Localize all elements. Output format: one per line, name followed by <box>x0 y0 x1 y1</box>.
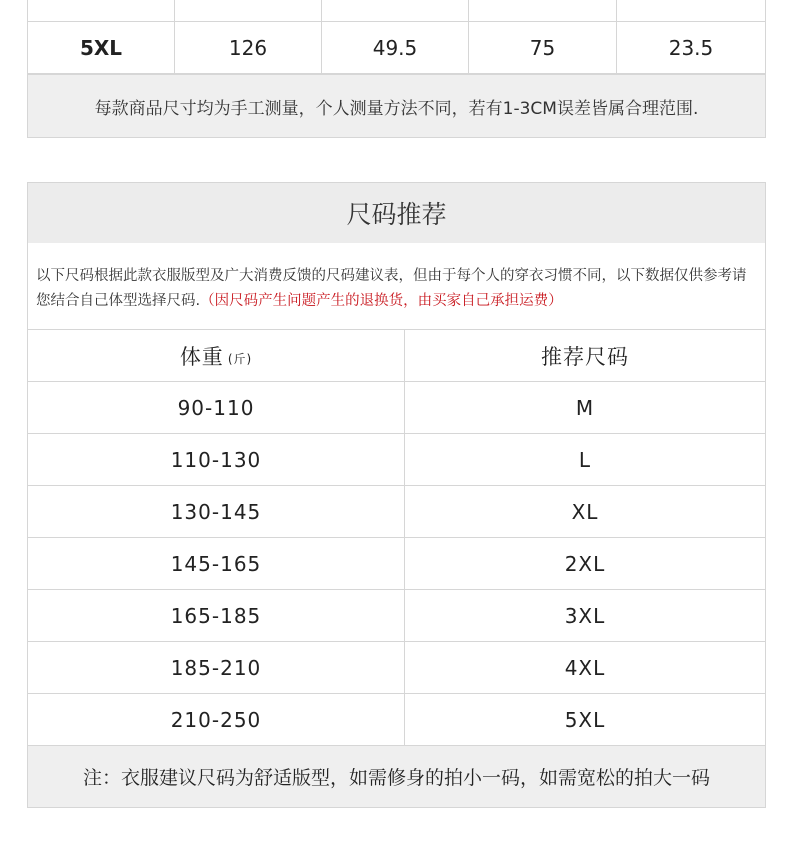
table-cell <box>617 0 765 21</box>
header-size: 推荐尺码 <box>541 344 629 369</box>
size-cell: M <box>575 395 595 420</box>
table-row <box>28 590 765 642</box>
size-cell: 3XL <box>564 603 606 628</box>
table-row <box>28 538 765 590</box>
table-header <box>28 330 765 382</box>
weight-cell: 110-130 <box>28 434 405 485</box>
weight-cell: 210-250 <box>28 694 405 745</box>
measure-cell: 49.5 <box>322 22 469 73</box>
header-weight-unit: (斤) <box>227 352 253 366</box>
table-cell <box>469 0 617 21</box>
description-text: 以下尺码根据此款衣服版型及广大消费反馈的尺码建议表，但由于每个人的穿衣习惯不同，以下数据仅供参考请您结合自己体型选择尺码. <box>36 268 747 309</box>
table-row-cut <box>28 0 765 22</box>
header-weight-label: 体重 <box>179 344 224 369</box>
header-weight <box>28 330 405 381</box>
size-cell: XL <box>571 499 599 524</box>
measure-cell: 23.5 <box>668 35 714 60</box>
section-title: 尺码推荐 <box>28 183 765 243</box>
weight-cell: 130-145 <box>28 486 405 537</box>
recommendation-description <box>28 243 765 330</box>
weight-cell: 185-210 <box>28 642 405 693</box>
measure-cell: 75 <box>469 22 617 73</box>
table-row <box>28 694 765 746</box>
size-cell: 5XL <box>28 22 175 73</box>
size-recommendation <box>27 182 766 808</box>
weight-cell: 145-165 <box>28 538 405 589</box>
table-cell <box>28 0 175 21</box>
weight-cell: 165-185 <box>28 590 405 641</box>
size-cell: 5XL <box>564 707 606 732</box>
table-cell <box>175 0 322 21</box>
size-cell: 2XL <box>564 551 606 576</box>
weight-cell: 90-110 <box>28 382 405 433</box>
size-table <box>27 0 766 138</box>
table-row <box>28 382 765 434</box>
measurement-note: 每款商品尺寸均为手工测量，个人测量方法不同，若有1-3CM误差皆属合理范围. <box>28 74 765 137</box>
table-row-5xl <box>28 22 765 74</box>
table-row <box>28 642 765 694</box>
table-cell <box>322 0 469 21</box>
table-row <box>28 486 765 538</box>
size-cell: 4XL <box>564 655 606 680</box>
size-cell: L <box>578 447 592 472</box>
table-row <box>28 434 765 486</box>
fit-footnote: 注：衣服建议尺码为舒适版型，如需修身的拍小一码，如需宽松的拍大一码 <box>28 746 765 807</box>
measure-cell: 126 <box>175 22 322 73</box>
return-policy-note: （因尺码产生问题产生的退换货，由买家自己承担运费） <box>200 293 563 309</box>
